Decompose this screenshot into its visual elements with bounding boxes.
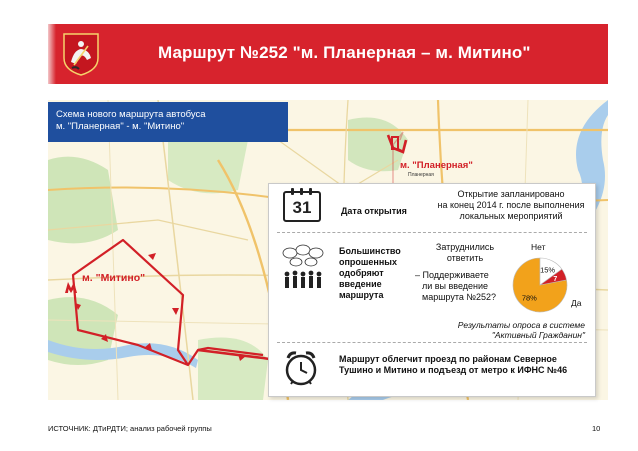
map-label-planernaya-small: Планерная <box>408 172 434 178</box>
header-banner <box>48 24 608 84</box>
benefit-text <box>339 354 589 376</box>
info-panel <box>268 183 596 397</box>
row-divider-1 <box>277 232 587 233</box>
map-label-planernaya: м. "Планерная" <box>400 160 473 171</box>
benefit-text-line-1: Маршрут облегчит проезд по районам Северное <box>339 354 557 364</box>
map-label-mitino: м. "Митино" <box>82 272 146 284</box>
survey-title-line-5: маршрута <box>339 290 384 300</box>
map-caption <box>48 102 288 142</box>
survey-question-line-3: маршрута №252? <box>422 292 497 302</box>
row-divider-2 <box>277 342 587 343</box>
survey-title-line-4: введение <box>339 279 382 289</box>
hard-to-say-line-2: ответить <box>446 253 484 263</box>
hard-to-say-line-1: Затруднились <box>435 242 495 252</box>
opening-text <box>431 189 591 222</box>
legend-label-no: Нет <box>531 242 546 252</box>
survey-title-line-2: опрошенных <box>339 257 397 267</box>
moscow-crest-icon <box>62 32 100 76</box>
page-number: 10 <box>592 424 601 433</box>
survey-title-line-1: Большинство <box>339 246 401 256</box>
calendar-rings-icon <box>283 188 321 196</box>
calendar-icon <box>283 188 321 222</box>
survey-title-line-3: одобряют <box>339 268 384 278</box>
pie-label-1: 15% <box>540 265 556 275</box>
map-caption-line-1: Схема нового маршрута автобуса <box>56 109 206 120</box>
survey-question-line-1: – Поддерживаете <box>415 270 489 280</box>
opening-text-line-1: Открытие запланировано <box>457 189 565 199</box>
survey-pie-chart <box>511 256 569 314</box>
crowd-icon <box>281 244 329 292</box>
survey-source-line-1: Результаты опроса в системе <box>457 320 585 330</box>
page-title: Маршрут №252 "м. Планерная – м. Митино" <box>158 43 531 62</box>
footer-source: ИСТОЧНИК: ДТиРДТИ; анализ рабочей группы <box>48 424 212 433</box>
map-caption-line-2: м. "Планерная" - м. "Митино" <box>56 121 185 132</box>
header-fade <box>48 24 56 84</box>
opening-text-line-2: на конец 2014 г. после выполнения <box>437 200 585 210</box>
pie-label-2: 7 <box>553 275 558 283</box>
survey-title <box>339 246 419 301</box>
survey-source <box>385 320 585 340</box>
legend-label-yes: Да <box>571 298 582 308</box>
alarm-clock-icon <box>281 348 321 388</box>
survey-source-line-2: "Активный Гражданин" <box>491 330 585 340</box>
benefit-text-line-2: Тушино и Митино и подъезд от метро к ИФНС №46 <box>339 365 568 375</box>
opening-title: Дата открытия <box>341 206 407 216</box>
survey-question-line-2: ли вы введение <box>422 281 489 291</box>
opening-text-line-3: локальных мероприятий <box>459 211 563 221</box>
metro-planernaya-icon <box>390 136 404 152</box>
calendar-day: 31 <box>292 198 312 217</box>
hard-to-say-label <box>421 242 509 264</box>
metro-m-icon <box>64 280 78 294</box>
survey-question <box>415 270 515 303</box>
pie-label-0: 78% <box>521 293 537 303</box>
